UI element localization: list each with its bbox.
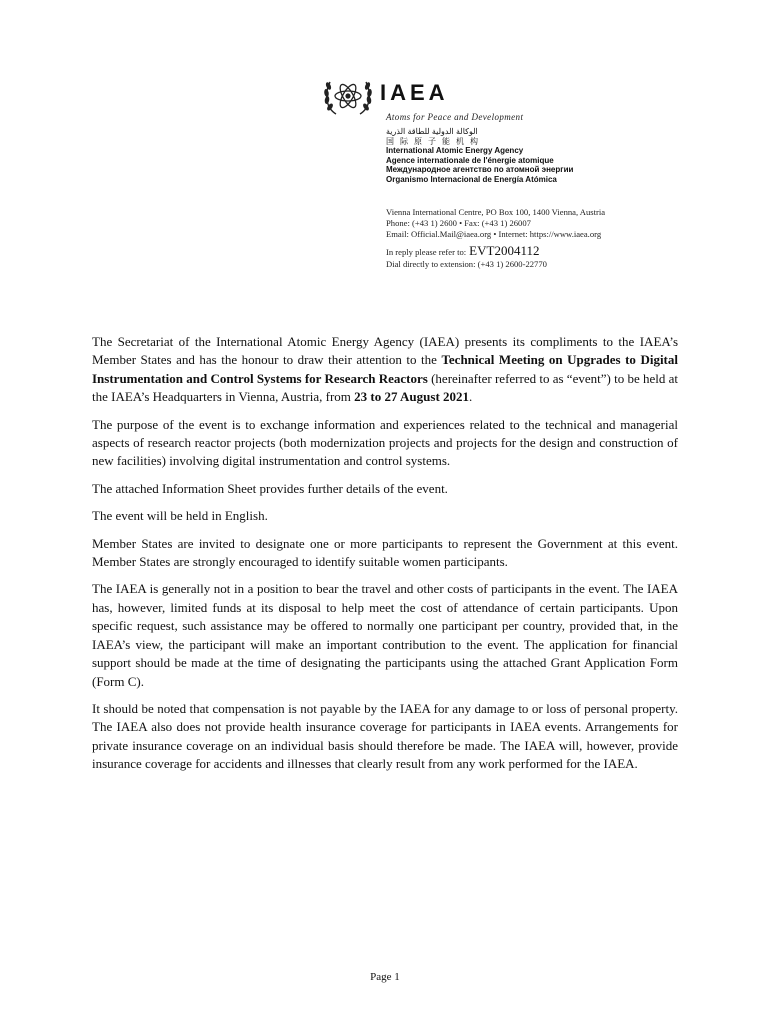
dial-extension: Dial directly to extension: (+43 1) 2600-22770 bbox=[386, 259, 547, 269]
reply-label: In reply please refer to: bbox=[386, 247, 467, 257]
paragraph-2: The purpose of the event is to exchange information and experiences related to the technical and managerial aspects of research reactor projects (both modernization projects and projects for the design and construction of new facilities) involving digital instrumentation and control systems. bbox=[92, 416, 678, 469]
org-names-block bbox=[386, 127, 573, 185]
p1-text-b: (hereinafter referred to as “event”) to be held at the IAEA’s Headquarters in Vienna, Austria, from bbox=[92, 370, 678, 405]
event-title: Technical Meeting on Upgrades to Digital Instrumentation and Control Systems for Research Reactors bbox=[92, 352, 678, 386]
reference-number: EVT2004112 bbox=[469, 243, 540, 258]
org-name-russian: Международное агентство по атомной энергии bbox=[386, 165, 574, 175]
contact-block bbox=[386, 207, 605, 239]
paragraph-4: The event will be held in English. bbox=[92, 508, 268, 524]
iaea-logo-icon bbox=[322, 72, 374, 120]
contact-address: Vienna International Centre, PO Box 100, 1400 Vienna, Austria bbox=[386, 207, 606, 217]
letter-body bbox=[92, 333, 678, 783]
org-name-spanish: Organismo Internacional de Energía Atómica bbox=[386, 174, 557, 184]
org-name-chinese: 国际原子能机构 bbox=[386, 136, 484, 146]
event-dates: 23 to 27 August 2021 bbox=[354, 389, 470, 405]
reply-reference bbox=[386, 243, 539, 259]
p1-text-a: The Secretariat of the International Atomic Energy Agency (IAEA) presents its compliments to the IAEA’s Member States and has the honour to draw their attention to the bbox=[92, 334, 678, 368]
contact-phone-fax: Phone: (+43 1) 2600 • Fax: (+43 1) 26007 bbox=[386, 217, 531, 228]
org-name-arabic: الوكالة الدولية للطاقة الذرية bbox=[386, 127, 478, 136]
paragraph-3: The attached Information Sheet provides further details of the event. bbox=[92, 480, 448, 496]
paragraph-1 bbox=[92, 333, 678, 407]
page-number: Page 1 bbox=[370, 971, 400, 983]
paragraph-6: The IAEA is generally not in a position to bear the travel and other costs of participants in the event. The IAEA has, however, limited funds at its disposal to help meet the cost of attendance of certain participants. Upon specific request, such assistance may be offered to normally one participant per country, provided that, in the IAEA’s view, the participant will make an important contribution to the event. The application for financial support should be made at the time of designating the participants using the attached Grant Application Form (Form C). bbox=[92, 581, 678, 689]
paragraph-7: It should be noted that compensation is not payable by the IAEA for any damage to or loss of personal property. The IAEA also does not provide health insurance coverage for participants in IAEA events. Arrangements for private insurance coverage on an individual basis should therefore be made. The IAEA will, however, provide insurance coverage for accidents and illnesses that clearly result from any work performed for the IAEA. bbox=[92, 700, 678, 772]
tagline: Atoms for Peace and Development bbox=[386, 112, 524, 122]
org-short-name: IAEA bbox=[380, 80, 449, 105]
paragraph-5: Member States are invited to designate one or more participants to represent the Government at this event. Member States are strongly encouraged to identify suitable women participants. bbox=[92, 535, 678, 570]
contact-email-web: Email: Official.Mail@iaea.org • Internet: https://www.iaea.org bbox=[386, 228, 602, 239]
org-name-english: International Atomic Energy Agency bbox=[386, 146, 524, 156]
p1-text-c: . bbox=[469, 389, 473, 405]
org-name-french: Agence internationale de l'énergie atomique bbox=[386, 155, 554, 165]
